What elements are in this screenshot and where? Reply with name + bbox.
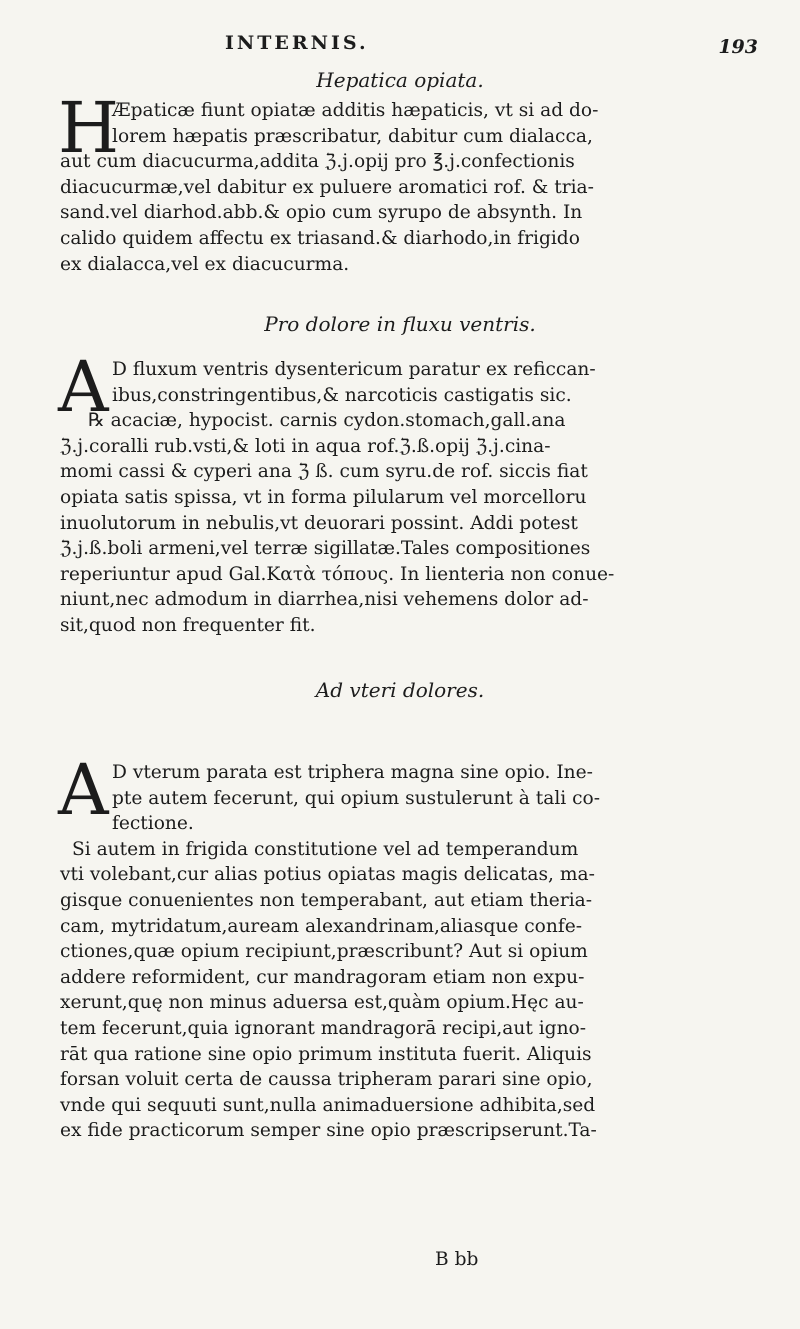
text-line: xerunt,quę non minus aduersa est,quàm opium.Hęc au- xyxy=(60,992,584,1014)
running-title: INTERNIS. xyxy=(225,32,369,54)
dropcap-initial: H xyxy=(58,87,120,169)
paragraph-fluxu-ventris xyxy=(58,346,760,639)
dropcap-initial: A xyxy=(58,346,109,428)
text-line: ℨ.j.coralli rub.vsti,& loti in aqua rof.ℨ.ß.opij ℨ.j.cina- xyxy=(60,435,551,457)
section-heading-fluxu-ventris: Pro dolore in fluxu ventris. xyxy=(264,312,536,336)
text-line: rāt qua ratione sine opio primum instituta fuerit. Aliquis xyxy=(60,1043,592,1065)
text-line: ctiones,quæ opium recipiunt,præscribunt? Aut si opium xyxy=(60,941,588,963)
text-line: gisque conuenientes non temperabant, aut etiam theria- xyxy=(60,889,593,911)
page-number: 193 xyxy=(718,36,758,58)
text-line: pte autem fecerunt, qui opium sustulerunt à tali co- xyxy=(112,787,601,809)
text-line: ex fide practicorum semper sine opio præscripserunt.Ta- xyxy=(60,1120,597,1142)
text-line: ex dialacca,vel ex diacucurma. xyxy=(60,253,350,275)
text-line: sit,quod non frequenter fit. xyxy=(60,614,316,636)
text-line: D fluxum ventris dysentericum paratur ex reficcan- xyxy=(112,359,596,380)
text-line: vti volebant,cur alias potius opiatas magis delicatas, ma- xyxy=(60,864,595,886)
text-line: forsan voluit certa de caussa tripheram parari sine opio, xyxy=(60,1069,593,1091)
text-line: addere reformident, cur mandragoram etiam non expu- xyxy=(60,966,585,988)
text-line: inuolutorum in nebulis,vt deuorari possint. Addi potest xyxy=(60,512,578,534)
text-line: calido quidem affectu ex triasand.& diarhodo,in frigido xyxy=(60,227,580,249)
section-heading-vteri-dolores: Ad vteri dolores. xyxy=(315,678,485,702)
dropcap-initial: A xyxy=(58,749,109,831)
text-line: D vterum parata est triphera magna sine opio. Ine- xyxy=(112,762,593,783)
text-line: diacucurmæ,vel dabitur ex puluere aromatici rof. & tria- xyxy=(60,176,594,198)
text-line: ℞ acaciæ, hypocist. carnis cydon.stomach,gall.ana xyxy=(88,410,566,432)
text-line: cam, mytridatum,auream alexandrinam,aliasque confe- xyxy=(60,915,583,937)
text-line: ℨ.j.ß.boli armeni,vel terræ sigillatæ.Tales compositiones xyxy=(60,538,591,560)
page-header xyxy=(0,30,800,70)
text-line: niunt,nec admodum in diarrhea,nisi vehemens dolor ad- xyxy=(60,589,589,611)
catchword: B bb xyxy=(435,1249,479,1270)
text-line: aut cum diacucurma,addita ℨ.j.opij pro ℥.j.confectionis xyxy=(60,151,575,173)
text-line: Æpaticæ fiunt opiatæ additis hæpaticis, vt si ad do- xyxy=(112,100,599,121)
text-line: sand.vel diarhod.abb.& opio cum syrupo de absynth. In xyxy=(60,202,583,224)
text-line: fectione. xyxy=(112,813,194,835)
text-line: opiata satis spissa, vt in forma pilularum vel morcelloru xyxy=(60,486,587,508)
paragraph-vteri-dolores xyxy=(58,749,760,1144)
text-line: Si autem in frigida constitutione vel ad temperandum xyxy=(72,838,579,860)
text-line: reperiuntur apud Gal.Kατὰ τόπους. In lienteria non conue- xyxy=(60,563,615,585)
text-line: vnde qui sequuti sunt,nulla animaduersione adhibita,sed xyxy=(60,1094,596,1116)
text-line: tem fecerunt,quia ignorant mandragorā recipi,aut igno- xyxy=(60,1017,587,1039)
paragraph-hepatica xyxy=(58,87,760,277)
section-heading-hepatica: Hepatica opiata. xyxy=(316,68,484,92)
text-line: momi cassi & cyperi ana ℨ ß. cum syru.de rof. siccis fiat xyxy=(60,461,588,483)
text-line: ibus,constringentibus,& narcoticis castigatis sic. xyxy=(112,384,572,406)
text-line: lorem hæpatis præscribatur, dabitur cum dialacca, xyxy=(112,125,593,147)
